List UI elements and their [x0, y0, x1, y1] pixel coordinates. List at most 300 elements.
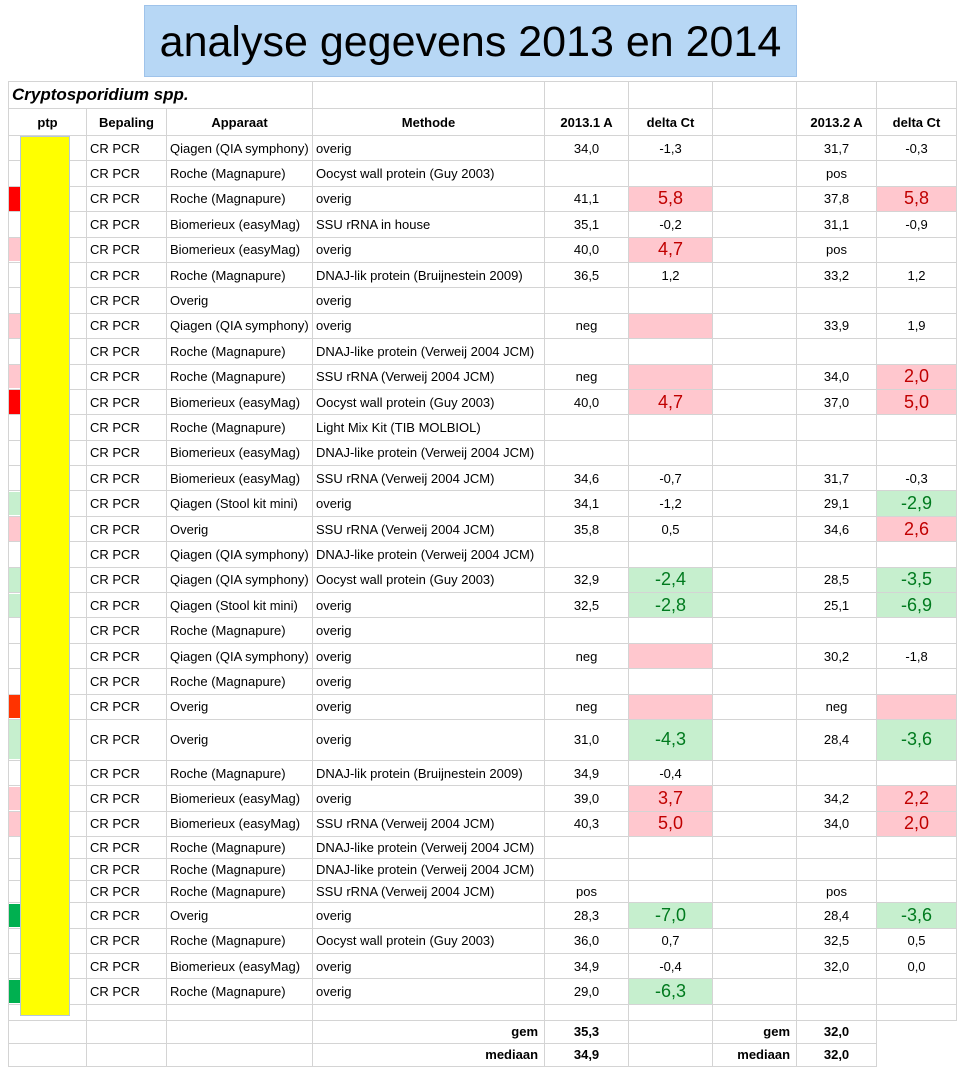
bepaling-cell: CR PCR	[87, 161, 167, 186]
spacer-cell	[713, 491, 797, 516]
apparaat-cell: Overig	[167, 288, 313, 313]
value-2013-2-cell	[797, 760, 877, 785]
apparaat-cell: Roche (Magnapure)	[167, 415, 313, 440]
spacer-cell	[713, 466, 797, 491]
apparaat-cell: Roche (Magnapure)	[167, 161, 313, 186]
value-2013-2-cell: neg	[797, 694, 877, 719]
delta-ct-2-cell: -3,5	[877, 567, 957, 592]
header-apparaat: Apparaat	[167, 109, 313, 136]
apparaat-cell: Biomerieux (easyMag)	[167, 212, 313, 237]
table-row	[9, 542, 957, 567]
delta-ct-1-cell	[629, 161, 713, 186]
spacer-cell	[713, 669, 797, 694]
table-row	[9, 440, 957, 465]
summary-row	[9, 1020, 957, 1043]
summary-label: gem	[713, 1020, 797, 1043]
value-2013-2-cell	[797, 669, 877, 694]
bepaling-cell: CR PCR	[87, 979, 167, 1004]
value-2013-1-cell: 34,0	[545, 136, 629, 161]
delta-ct-2-cell	[877, 440, 957, 465]
delta-ct-1-cell: 0,7	[629, 928, 713, 953]
table-row	[9, 313, 957, 338]
spacer-cell	[713, 618, 797, 643]
table-row	[9, 837, 957, 859]
delta-ct-2-cell: -3,6	[877, 719, 957, 760]
apparaat-cell: Biomerieux (easyMag)	[167, 440, 313, 465]
value-2013-1-cell: 40,0	[545, 237, 629, 262]
value-2013-2-cell: 34,0	[797, 364, 877, 389]
bepaling-cell: CR PCR	[87, 928, 167, 953]
value-2013-2-cell	[797, 339, 877, 364]
apparaat-cell: Roche (Magnapure)	[167, 262, 313, 287]
delta-ct-2-cell	[877, 837, 957, 859]
value-2013-1-cell	[545, 618, 629, 643]
apparaat-cell: Qiagen (QIA symphony)	[167, 542, 313, 567]
spacer-cell	[713, 237, 797, 262]
table-row	[9, 567, 957, 592]
bepaling-cell: CR PCR	[87, 491, 167, 516]
table-row	[9, 339, 957, 364]
value-2013-1-cell: neg	[545, 643, 629, 668]
bepaling-cell: CR PCR	[87, 262, 167, 287]
bepaling-cell: CR PCR	[87, 542, 167, 567]
value-2013-1-cell	[545, 837, 629, 859]
delta-ct-2-cell	[877, 694, 957, 719]
value-2013-1-cell: 34,1	[545, 491, 629, 516]
apparaat-cell: Biomerieux (easyMag)	[167, 466, 313, 491]
delta-ct-1-cell: -7,0	[629, 903, 713, 928]
apparaat-cell: Roche (Magnapure)	[167, 669, 313, 694]
spacer-cell	[713, 339, 797, 364]
delta-ct-1-cell	[629, 859, 713, 881]
methode-cell: overig	[313, 237, 545, 262]
delta-ct-1-cell: 0,5	[629, 516, 713, 541]
table-row	[9, 389, 957, 414]
methode-cell: overig	[313, 719, 545, 760]
methode-cell: overig	[313, 313, 545, 338]
table-row	[9, 859, 957, 881]
table-row	[9, 237, 957, 262]
subject-label: Cryptosporidium spp.	[9, 82, 313, 109]
delta-ct-2-cell: 1,2	[877, 262, 957, 287]
value-2013-2-cell: 31,7	[797, 136, 877, 161]
value-2013-2-cell	[797, 618, 877, 643]
value-2013-1-cell	[545, 669, 629, 694]
delta-ct-1-cell: 1,2	[629, 262, 713, 287]
value-2013-2-cell: pos	[797, 161, 877, 186]
spacer-cell	[713, 542, 797, 567]
delta-ct-1-cell: 5,8	[629, 186, 713, 211]
delta-ct-1-cell	[629, 881, 713, 903]
methode-cell: DNAJ-like protein (Verweij 2004 JCM)	[313, 440, 545, 465]
value-2013-2-cell: 34,6	[797, 516, 877, 541]
bepaling-cell: CR PCR	[87, 786, 167, 811]
value-2013-2-cell	[797, 859, 877, 881]
value-2013-1-cell: neg	[545, 364, 629, 389]
header-empty	[713, 109, 797, 136]
table-body	[9, 82, 957, 1067]
spacer-cell	[713, 136, 797, 161]
delta-ct-2-cell: -1,8	[877, 643, 957, 668]
value-2013-2-cell: pos	[797, 237, 877, 262]
methode-cell: SSU rRNA (Verweij 2004 JCM)	[313, 516, 545, 541]
delta-ct-1-cell: -1,3	[629, 136, 713, 161]
bepaling-cell: CR PCR	[87, 760, 167, 785]
spacer-cell	[713, 415, 797, 440]
value-2013-1-cell: 32,9	[545, 567, 629, 592]
bepaling-cell: CR PCR	[87, 313, 167, 338]
bepaling-cell: CR PCR	[87, 364, 167, 389]
apparaat-cell: Qiagen (QIA symphony)	[167, 313, 313, 338]
value-2013-2-cell: 34,0	[797, 811, 877, 836]
delta-ct-2-cell	[877, 339, 957, 364]
value-2013-2-cell	[797, 288, 877, 313]
spacer-cell	[713, 593, 797, 618]
apparaat-cell: Roche (Magnapure)	[167, 364, 313, 389]
methode-cell: SSU rRNA in house	[313, 212, 545, 237]
spacer-cell	[713, 313, 797, 338]
delta-ct-1-cell	[629, 669, 713, 694]
table-row	[9, 161, 957, 186]
summary-value: 32,0	[797, 1020, 877, 1043]
summary-row	[9, 1043, 957, 1066]
spacer-cell	[713, 161, 797, 186]
bepaling-cell: CR PCR	[87, 903, 167, 928]
table-row	[9, 593, 957, 618]
page-title: analyse gegevens 2013 en 2014	[144, 5, 797, 77]
apparaat-cell: Roche (Magnapure)	[167, 928, 313, 953]
value-2013-1-cell	[545, 859, 629, 881]
delta-ct-1-cell: 4,7	[629, 389, 713, 414]
table-row	[9, 288, 957, 313]
apparaat-cell: Qiagen (QIA symphony)	[167, 567, 313, 592]
delta-ct-2-cell	[877, 979, 957, 1004]
value-2013-2-cell: 31,1	[797, 212, 877, 237]
value-2013-2-cell: 30,2	[797, 643, 877, 668]
methode-cell: DNAJ-lik protein (Bruijnestein 2009)	[313, 262, 545, 287]
delta-ct-1-cell: -0,2	[629, 212, 713, 237]
value-2013-2-cell: 25,1	[797, 593, 877, 618]
summary-value: 35,3	[545, 1020, 629, 1043]
delta-ct-1-cell	[629, 837, 713, 859]
spacer-cell	[713, 516, 797, 541]
apparaat-cell: Roche (Magnapure)	[167, 881, 313, 903]
methode-cell: DNAJ-lik protein (Bruijnestein 2009)	[313, 760, 545, 785]
value-2013-2-cell: 29,1	[797, 491, 877, 516]
table-row	[9, 979, 957, 1004]
delta-ct-1-cell: -2,8	[629, 593, 713, 618]
apparaat-cell: Qiagen (QIA symphony)	[167, 136, 313, 161]
methode-cell: Light Mix Kit (TIB MOLBIOL)	[313, 415, 545, 440]
value-2013-1-cell: 39,0	[545, 786, 629, 811]
value-2013-2-cell: 34,2	[797, 786, 877, 811]
summary-label: mediaan	[713, 1043, 797, 1066]
delta-ct-2-cell: -6,9	[877, 593, 957, 618]
value-2013-1-cell: 40,0	[545, 389, 629, 414]
summary-label: mediaan	[313, 1043, 545, 1066]
value-2013-1-cell	[545, 542, 629, 567]
methode-cell: overig	[313, 643, 545, 668]
spacer-cell	[713, 694, 797, 719]
table-row	[9, 186, 957, 211]
spacer-cell	[713, 881, 797, 903]
methode-cell: DNAJ-like protein (Verweij 2004 JCM)	[313, 542, 545, 567]
value-2013-2-cell: 37,8	[797, 186, 877, 211]
spacer-cell	[713, 760, 797, 785]
bepaling-cell: CR PCR	[87, 643, 167, 668]
value-2013-2-cell: 33,9	[797, 313, 877, 338]
results-table	[8, 81, 957, 1067]
methode-cell: overig	[313, 903, 545, 928]
value-2013-1-cell	[545, 415, 629, 440]
delta-ct-1-cell: -1,2	[629, 491, 713, 516]
apparaat-cell: Roche (Magnapure)	[167, 859, 313, 881]
apparaat-cell: Biomerieux (easyMag)	[167, 237, 313, 262]
spacer-cell	[713, 903, 797, 928]
value-2013-2-cell: 28,4	[797, 719, 877, 760]
bepaling-cell: CR PCR	[87, 415, 167, 440]
value-2013-2-cell: 31,7	[797, 466, 877, 491]
spacer-cell	[713, 953, 797, 978]
methode-cell: overig	[313, 491, 545, 516]
apparaat-cell: Overig	[167, 516, 313, 541]
delta-ct-2-cell	[877, 542, 957, 567]
methode-cell: Oocyst wall protein (Guy 2003)	[313, 928, 545, 953]
bepaling-cell: CR PCR	[87, 719, 167, 760]
value-2013-2-cell: 32,5	[797, 928, 877, 953]
bepaling-cell: CR PCR	[87, 516, 167, 541]
spacer-cell	[713, 719, 797, 760]
value-2013-1-cell: 35,8	[545, 516, 629, 541]
delta-ct-2-cell: 5,0	[877, 389, 957, 414]
delta-ct-1-cell: -2,4	[629, 567, 713, 592]
spacer-cell	[713, 262, 797, 287]
delta-ct-1-cell	[629, 415, 713, 440]
apparaat-cell: Qiagen (Stool kit mini)	[167, 491, 313, 516]
delta-ct-1-cell	[629, 288, 713, 313]
value-2013-1-cell: 36,5	[545, 262, 629, 287]
delta-ct-1-cell	[629, 643, 713, 668]
value-2013-1-cell: 36,0	[545, 928, 629, 953]
spacer-cell	[713, 288, 797, 313]
delta-ct-2-cell: -3,6	[877, 903, 957, 928]
spacer-cell	[713, 811, 797, 836]
value-2013-2-cell	[797, 542, 877, 567]
table-row	[9, 516, 957, 541]
apparaat-cell: Biomerieux (easyMag)	[167, 811, 313, 836]
value-2013-1-cell	[545, 288, 629, 313]
value-2013-1-cell: 32,5	[545, 593, 629, 618]
apparaat-cell: Roche (Magnapure)	[167, 760, 313, 785]
bepaling-cell: CR PCR	[87, 881, 167, 903]
delta-ct-1-cell	[629, 313, 713, 338]
spacer-cell	[713, 567, 797, 592]
table-row	[9, 364, 957, 389]
methode-cell: overig	[313, 694, 545, 719]
table-row	[9, 903, 957, 928]
spacer-cell	[713, 186, 797, 211]
methode-cell: DNAJ-like protein (Verweij 2004 JCM)	[313, 837, 545, 859]
bepaling-cell: CR PCR	[87, 953, 167, 978]
table-row	[9, 953, 957, 978]
apparaat-cell: Qiagen (Stool kit mini)	[167, 593, 313, 618]
value-2013-1-cell: pos	[545, 881, 629, 903]
bepaling-cell: CR PCR	[87, 339, 167, 364]
spacer-cell	[713, 979, 797, 1004]
header-methode: Methode	[313, 109, 545, 136]
methode-cell: overig	[313, 953, 545, 978]
methode-cell: overig	[313, 618, 545, 643]
summary-label: gem	[313, 1020, 545, 1043]
value-2013-1-cell: 29,0	[545, 979, 629, 1004]
header-bepaling: Bepaling	[87, 109, 167, 136]
table-row	[9, 786, 957, 811]
bepaling-cell: CR PCR	[87, 618, 167, 643]
apparaat-cell: Qiagen (QIA symphony)	[167, 643, 313, 668]
delta-ct-1-cell: -0,4	[629, 760, 713, 785]
delta-ct-2-cell	[877, 881, 957, 903]
table-row	[9, 694, 957, 719]
spacer-cell	[713, 440, 797, 465]
methode-cell: DNAJ-like protein (Verweij 2004 JCM)	[313, 339, 545, 364]
value-2013-1-cell: 34,9	[545, 953, 629, 978]
spacer-cell	[713, 837, 797, 859]
bepaling-cell: CR PCR	[87, 567, 167, 592]
bepaling-cell: CR PCR	[87, 466, 167, 491]
apparaat-cell: Roche (Magnapure)	[167, 618, 313, 643]
bepaling-cell: CR PCR	[87, 237, 167, 262]
delta-ct-1-cell	[629, 618, 713, 643]
delta-ct-2-cell: 2,6	[877, 516, 957, 541]
delta-ct-2-cell: 2,0	[877, 364, 957, 389]
methode-cell: SSU rRNA (Verweij 2004 JCM)	[313, 466, 545, 491]
value-2013-2-cell	[797, 415, 877, 440]
value-2013-2-cell: pos	[797, 881, 877, 903]
delta-ct-2-cell: 0,0	[877, 953, 957, 978]
value-2013-2-cell: 28,4	[797, 903, 877, 928]
apparaat-cell: Biomerieux (easyMag)	[167, 953, 313, 978]
methode-cell: SSU rRNA (Verweij 2004 JCM)	[313, 881, 545, 903]
apparaat-cell: Overig	[167, 903, 313, 928]
value-2013-1-cell: 31,0	[545, 719, 629, 760]
delta-ct-2-cell	[877, 760, 957, 785]
table-row	[9, 262, 957, 287]
methode-cell: Oocyst wall protein (Guy 2003)	[313, 161, 545, 186]
delta-ct-2-cell: 5,8	[877, 186, 957, 211]
bepaling-cell: CR PCR	[87, 136, 167, 161]
apparaat-cell: Roche (Magnapure)	[167, 837, 313, 859]
header-2013-1-a: 2013.1 A	[545, 109, 629, 136]
bepaling-cell: CR PCR	[87, 288, 167, 313]
bepaling-cell: CR PCR	[87, 389, 167, 414]
delta-ct-1-cell	[629, 694, 713, 719]
delta-ct-1-cell: 5,0	[629, 811, 713, 836]
bepaling-cell: CR PCR	[87, 811, 167, 836]
methode-cell: overig	[313, 593, 545, 618]
value-2013-1-cell: 28,3	[545, 903, 629, 928]
value-2013-1-cell: neg	[545, 313, 629, 338]
table-row	[9, 881, 957, 903]
table-row	[9, 719, 957, 760]
delta-ct-2-cell	[877, 415, 957, 440]
value-2013-1-cell	[545, 161, 629, 186]
header-delta-ct-1: delta Ct	[629, 109, 713, 136]
delta-ct-2-cell: 2,2	[877, 786, 957, 811]
bepaling-cell: CR PCR	[87, 212, 167, 237]
delta-ct-2-cell: 0,5	[877, 928, 957, 953]
summary-value: 34,9	[545, 1043, 629, 1066]
delta-ct-2-cell: -0,9	[877, 212, 957, 237]
methode-cell: Oocyst wall protein (Guy 2003)	[313, 567, 545, 592]
apparaat-cell: Overig	[167, 719, 313, 760]
delta-ct-2-cell	[877, 859, 957, 881]
spacer-cell	[713, 389, 797, 414]
table-row	[9, 643, 957, 668]
delta-ct-1-cell: 3,7	[629, 786, 713, 811]
table-row	[9, 811, 957, 836]
spacer-cell	[713, 859, 797, 881]
table-row	[9, 760, 957, 785]
methode-cell: Oocyst wall protein (Guy 2003)	[313, 389, 545, 414]
table-row	[9, 466, 957, 491]
bepaling-cell: CR PCR	[87, 694, 167, 719]
methode-cell: SSU rRNA (Verweij 2004 JCM)	[313, 364, 545, 389]
methode-cell: overig	[313, 136, 545, 161]
apparaat-cell: Roche (Magnapure)	[167, 979, 313, 1004]
delta-ct-1-cell	[629, 364, 713, 389]
spacer-cell	[713, 786, 797, 811]
methode-cell: overig	[313, 786, 545, 811]
value-2013-2-cell	[797, 837, 877, 859]
spacer-cell	[713, 928, 797, 953]
value-2013-1-cell: 34,9	[545, 760, 629, 785]
bepaling-cell: CR PCR	[87, 859, 167, 881]
delta-ct-2-cell: -0,3	[877, 466, 957, 491]
header-row	[9, 109, 957, 136]
apparaat-cell: Roche (Magnapure)	[167, 186, 313, 211]
delta-ct-1-cell	[629, 542, 713, 567]
methode-cell: overig	[313, 669, 545, 694]
methode-cell: SSU rRNA (Verweij 2004 JCM)	[313, 811, 545, 836]
delta-ct-2-cell: -0,3	[877, 136, 957, 161]
subject-row	[9, 82, 957, 109]
value-2013-1-cell: 40,3	[545, 811, 629, 836]
delta-ct-1-cell	[629, 440, 713, 465]
delta-ct-1-cell	[629, 339, 713, 364]
value-2013-1-cell	[545, 339, 629, 364]
apparaat-cell: Biomerieux (easyMag)	[167, 389, 313, 414]
delta-ct-2-cell	[877, 669, 957, 694]
bepaling-cell: CR PCR	[87, 593, 167, 618]
spacer-cell	[713, 212, 797, 237]
table-row	[9, 136, 957, 161]
value-2013-2-cell	[797, 440, 877, 465]
value-2013-1-cell: 34,6	[545, 466, 629, 491]
value-2013-2-cell	[797, 979, 877, 1004]
value-2013-2-cell: 28,5	[797, 567, 877, 592]
table-row	[9, 212, 957, 237]
delta-ct-2-cell: 1,9	[877, 313, 957, 338]
table-row	[9, 669, 957, 694]
spacer-row	[9, 1004, 957, 1020]
delta-ct-1-cell: -4,3	[629, 719, 713, 760]
table-row	[9, 928, 957, 953]
value-2013-1-cell: 35,1	[545, 212, 629, 237]
header-ptp: ptp	[9, 109, 87, 136]
value-2013-1-cell	[545, 440, 629, 465]
spacer-cell	[713, 364, 797, 389]
ptp-highlight-block	[20, 136, 70, 1016]
